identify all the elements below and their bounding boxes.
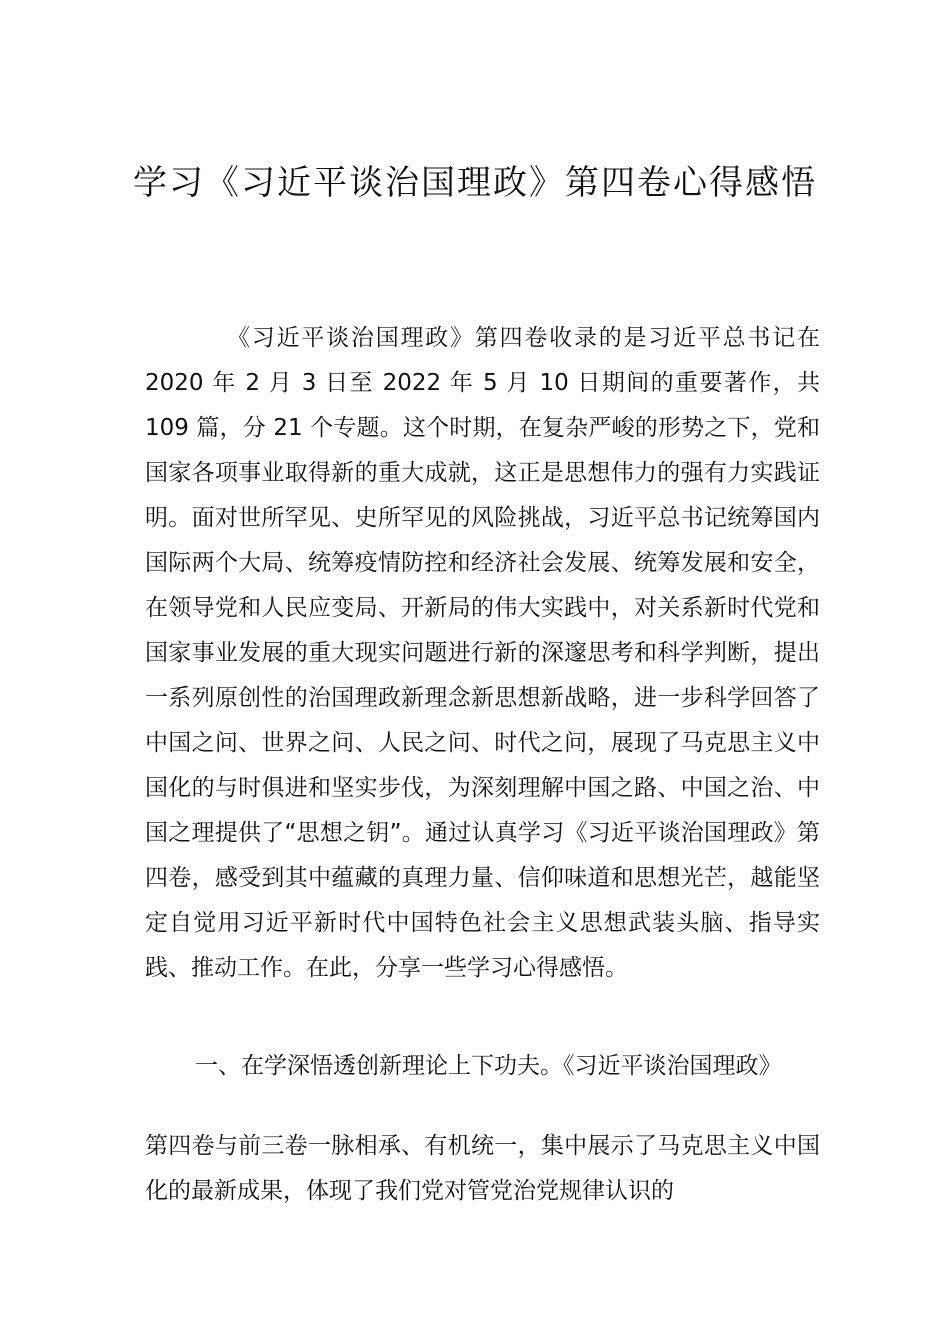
section-heading-1: 一、在学深悟透创新理论上下功夫。《习近平谈治国理政》 [195, 1053, 782, 1079]
section-1-paragraph: 第四卷与前三卷一脉相承、有机统一，集中展示了马克思主义中国化的最新成果，体现了我们党对管党治党规律认识的 [145, 1133, 820, 1204]
document-title: 学习《习近平谈治国理政》第四卷心得感悟 [133, 163, 817, 203]
intro-paragraph: 《习近平谈治国理政》第四卷收录的是习近平总书记在 2020 年 2 月 3 日至 2022 年 5 月 10 日期间的重要著作，共 109 篇，分 21 个专题。这个时期，在复杂严峻的形势之下，党和国家各项事业取得新的重大成就，这正是思想伟力的强有力实践证明。面对世所罕见、史所罕见的风险挑战，习近平总书记统筹国内国际两个大局、统筹疫情防控和经济社会发展、统筹发展和安全，在领导党和人民应变局、开新局的伟大实践中，对关系新时代党和国家事业发展的重大现实问题进行新的深邃思考和科学判断，提出一系列原创性的治国理政新理念新思想新战略，进一步科学回答了中国之问、世界之问、人民之问、时代之问，展现了马克思主义中国化的与时俱进和坚实步伐，为深刻理解中国之路、中国之治、中国之理提供了“思想之钥”。通过认真学习《习近平谈治国理政》第四卷，感受到其中蕴藏的真理力量、信仰味道和思想光芒，越能坚定自觉用习近平新时代中国特色社会主义思想武装头脑、指导实践、推动工作。在此，分享一些学习心得感悟。 [145, 325, 820, 981]
